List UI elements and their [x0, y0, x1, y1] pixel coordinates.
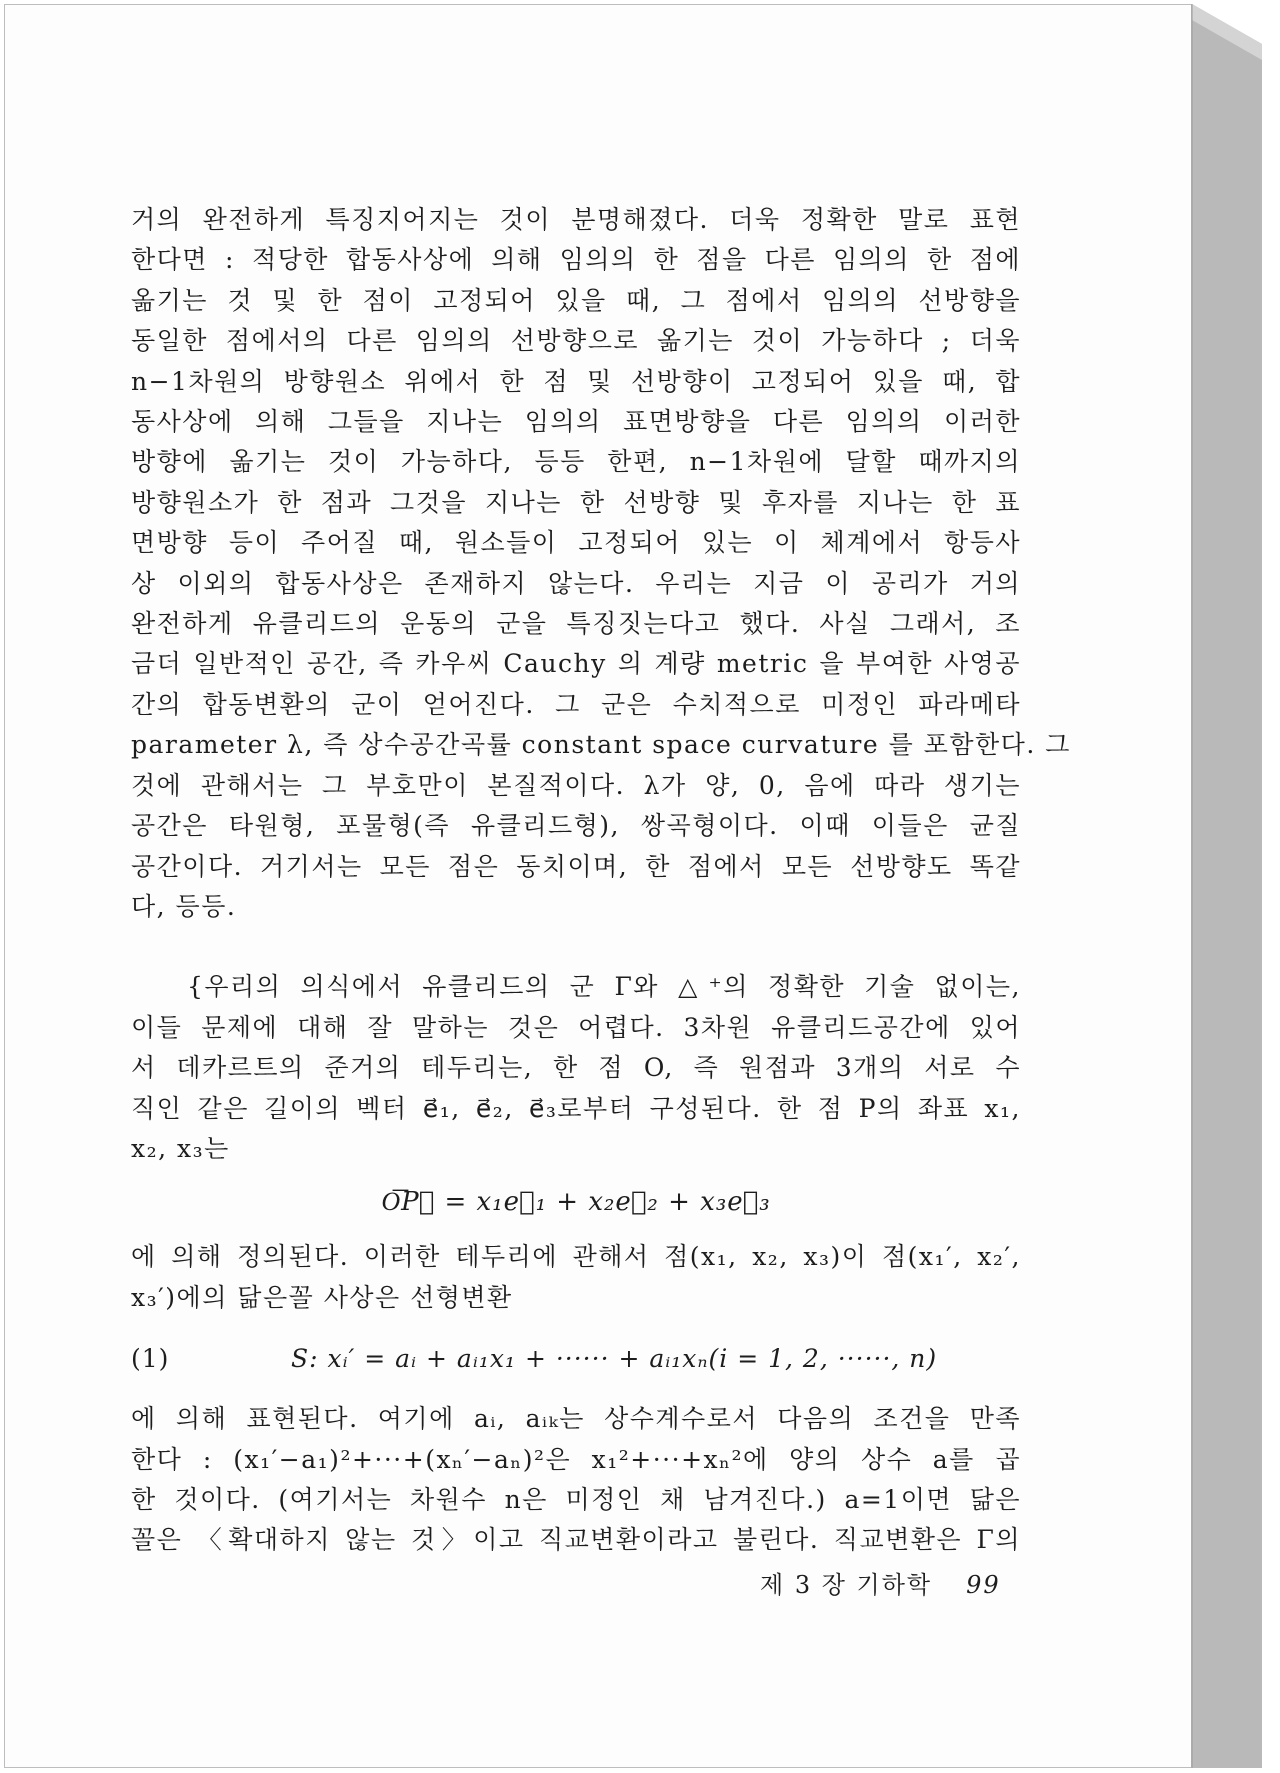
paragraph-1 — [131, 200, 1071, 927]
text-line: 꼴은 〈확대하지 않는 것〉이고 직교변환이라고 불린다. 직교변환은 Γ의 — [131, 1525, 1021, 1555]
page-footer — [760, 1565, 1001, 1600]
text-line: 상 이외의 합동사상은 존재하지 않는다. 우리는 지금 이 공리가 거의 — [131, 568, 1021, 598]
text-line: 직인 같은 길이의 벡터 e⃗₁, e⃗₂, e⃗₃로부터 구성된다. 한 점 P의 좌표 x₁, — [131, 1093, 1021, 1123]
text-line: 한다면 : 적당한 합동사상에 의해 임의의 한 점을 다른 임의의 한 점에 — [131, 245, 1021, 275]
text-line: 동일한 점에서의 다른 임의의 선방향으로 옮기는 것이 가능하다 ; 더욱 — [131, 326, 1021, 356]
text-line: 서 데카르트의 준거의 테두리는, 한 점 O, 즉 원점과 3개의 서로 수 — [131, 1053, 1021, 1083]
text-line: 다, 등등. — [131, 891, 237, 921]
text-line: n−1차원의 방향원소 위에서 한 점 및 선방향이 고정되어 있을 때, 합 — [131, 366, 1021, 396]
equation-op-vector: O͞P⃗ = x₁e⃗₁ + x₂e⃗₂ + x₃e⃗₃ — [381, 1187, 771, 1218]
paragraph-3 — [131, 1237, 1021, 1318]
paragraph-4 — [131, 1399, 1021, 1561]
text-line: 동사상에 의해 그들을 지나는 임의의 표면방향을 다른 임의의 이러한 — [131, 407, 1021, 437]
text-line: {우리의 의식에서 유클리드의 군 Γ와 △⁺의 정확한 기술 없이는, — [187, 972, 1021, 1002]
chapter-title: 제 3 장 기하학 — [760, 1571, 933, 1599]
text-line: 공간은 타원형, 포물형(즉 유클리드형), 쌍곡형이다. 이때 이들은 균질 — [131, 811, 1021, 841]
text-line: x₂, x₃는 — [131, 1133, 230, 1163]
text-line: x₃′)에의 닮은꼴 사상은 선형변환 — [131, 1282, 513, 1312]
text-line: 방향에 옮기는 것이 가능하다, 등등 한편, n−1차원에 달할 때까지의 — [131, 447, 1021, 477]
page-body — [131, 200, 1071, 1561]
text-line: 이들 문제에 대해 잘 말하는 것은 어렵다. 3차원 유클리드공간에 있어 — [131, 1012, 1021, 1042]
text-line: 금더 일반적인 공간, 즉 카우씨 Cauchy 의 계량 metric 을 부여한 사영공 — [131, 649, 1021, 679]
text-line: 옮기는 것 및 한 점이 고정되어 있을 때, 그 점에서 임의의 선방향을 — [131, 285, 1021, 315]
page-number: 99 — [966, 1571, 1001, 1599]
equation-1 — [131, 1344, 1021, 1373]
text-line: 에 의해 정의된다. 이러한 테두리에 관해서 점(x₁, x₂, x₃)이 점(x₁′, x₂′, — [131, 1242, 1021, 1272]
text-line: parameter λ, 즉 상수공간곡률 constant space curvature 를 포함한다. 그 — [131, 730, 1071, 760]
text-line: 에 의해 표현된다. 여기에 aᵢ, aᵢₖ는 상수계수로서 다음의 조건을 만족 — [131, 1404, 1021, 1434]
text-line: 거의 완전하게 특징지어지는 것이 분명해졌다. 더욱 정확한 말로 표현 — [131, 205, 1021, 234]
paragraph-2 — [131, 967, 1021, 1169]
text-line: 것에 관해서는 그 부호만이 본질적이다. λ가 양, 0, 음에 따라 생기는 — [131, 770, 1021, 800]
text-line: 한 것이다. (여기서는 차원수 n은 미정인 채 남겨진다.) a=1이면 닮은 — [131, 1484, 1021, 1514]
equation-expression: S: xᵢ′ = aᵢ + aᵢ₁x₁ + ······ + aᵢ₁xₙ(i = 1, 2, ······, n) — [291, 1344, 938, 1374]
text-line: 면방향 등이 주어질 때, 원소들이 고정되어 있는 이 체계에서 항등사 — [131, 528, 1021, 558]
equation-number: (1) — [131, 1344, 170, 1374]
text-line: 완전하게 유클리드의 운동의 군을 특징짓는다고 했다. 사실 그래서, 조 — [131, 609, 1021, 639]
text-line: 한다 : (x₁′−a₁)²+···+(xₙ′−aₙ)²은 x₁²+···+xₙ²에 양의 상수 a를 곱 — [131, 1444, 1021, 1474]
text-line: 방향원소가 한 점과 그것을 지나는 한 선방향 및 후자를 지나는 한 표 — [131, 487, 1021, 517]
text-line: 공간이다. 거기서는 모든 점은 동치이며, 한 점에서 모든 선방향도 똑같 — [131, 851, 1021, 881]
text-line: 간의 합동변환의 군이 얻어진다. 그 군은 수치적으로 미정인 파라메타 — [131, 689, 1021, 719]
